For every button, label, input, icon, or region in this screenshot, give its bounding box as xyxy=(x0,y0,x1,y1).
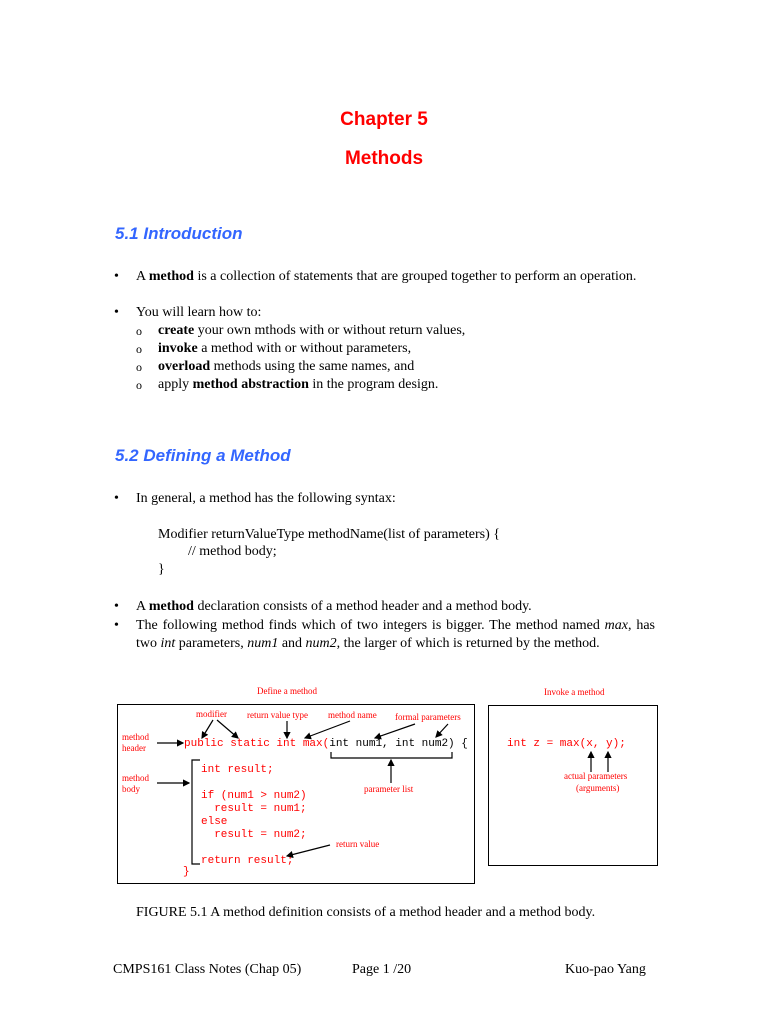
bullet-declaration: • A method declaration consists of a method header and a method body. xyxy=(114,599,532,614)
syntax-line-3: } xyxy=(158,562,165,577)
bullet-method-definition: • A method is a collection of statements that are grouped together to perform an operation. xyxy=(114,269,637,284)
sub-item-overload: o overload methods using the same names, and xyxy=(136,359,415,374)
code-return-line: return result; xyxy=(201,855,294,867)
code-line: result = num1; xyxy=(201,803,307,815)
define-method-title: Define a method xyxy=(257,686,317,696)
syntax-line-1: Modifier returnValueType methodName(list of parameters) { xyxy=(158,527,501,542)
code-line: else xyxy=(201,816,228,828)
label-method-body: method body xyxy=(122,773,149,794)
label-method-header: method header xyxy=(122,732,149,753)
label-arguments: (arguments) xyxy=(576,783,620,793)
bullet-max-method: • The following method finds which of two integers is bigger. The method named max, has two int parameters, num1 and num2, the larger of which is returned by the method. xyxy=(114,618,655,651)
footer-author: Kuo-pao Yang xyxy=(565,962,646,977)
label-parameter-list: parameter list xyxy=(364,784,414,794)
section-heading-defining-method: 5.2 Defining a Method xyxy=(115,446,291,465)
syntax-line-2: // method body; xyxy=(188,544,277,559)
code-invoke: int z = max(x, y); xyxy=(507,738,626,750)
invoke-method-title: Invoke a method xyxy=(544,687,605,697)
label-modifier: modifier xyxy=(196,709,227,719)
sub-item-create: o create your own mthods with or without return values, xyxy=(136,323,466,338)
code-method-header: public static int max(int num1, int num2) { xyxy=(184,738,468,750)
section-heading-introduction: 5.1 Introduction xyxy=(115,224,243,243)
label-formal-parameters: formal parameters xyxy=(395,712,461,722)
label-method-name: method name xyxy=(328,710,377,720)
code-line: if (num1 > num2) xyxy=(201,790,307,802)
label-return-value-type: return value type xyxy=(247,710,308,720)
footer-page-number: Page 1 /20 xyxy=(352,962,412,977)
bullet-learn-how: • You will learn how to: xyxy=(114,305,262,320)
sub-item-abstraction: o apply method abstraction in the program design. xyxy=(136,377,439,392)
figure-caption: FIGURE 5.1 A method definition consists of a method header and a method body. xyxy=(136,905,596,920)
chapter-title: Methods xyxy=(344,148,424,169)
code-line: result = num2; xyxy=(201,829,307,841)
sub-item-invoke: o invoke a method with or without parameters, xyxy=(136,341,412,356)
label-actual-parameters: actual parameters xyxy=(564,771,628,781)
chapter-number: Chapter 5 xyxy=(340,109,428,130)
code-line: int result; xyxy=(201,764,274,776)
footer-course: CMPS161 Class Notes (Chap 05) xyxy=(113,962,302,977)
bullet-general-syntax: • In general, a method has the following syntax: xyxy=(114,491,396,506)
code-close-brace: } xyxy=(183,866,190,878)
label-return-value: return value xyxy=(336,839,380,849)
